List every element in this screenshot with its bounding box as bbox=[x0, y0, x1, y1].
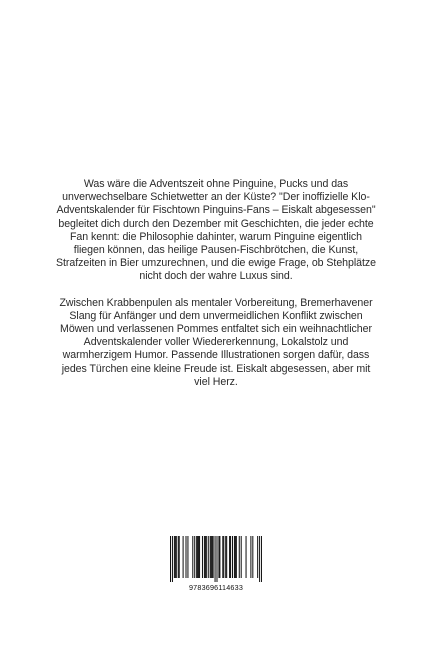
barcode-bar bbox=[218, 536, 219, 578]
barcode-bar bbox=[225, 536, 226, 578]
isbn-number: 9783696114633 bbox=[188, 583, 244, 592]
barcode-bar bbox=[208, 536, 209, 578]
barcode-bar bbox=[234, 536, 235, 578]
barcode-bar bbox=[192, 536, 193, 578]
barcode-bar bbox=[235, 536, 236, 578]
barcode-bar bbox=[222, 536, 223, 578]
barcode-bar bbox=[197, 536, 198, 578]
barcode-bar bbox=[212, 536, 213, 578]
barcode-bar bbox=[223, 536, 224, 578]
barcode-bar bbox=[194, 536, 195, 578]
barcode-bar bbox=[257, 536, 258, 578]
barcode-bar bbox=[183, 536, 184, 578]
barcode-bar bbox=[213, 536, 214, 578]
barcode-bar bbox=[259, 536, 260, 582]
barcode-bar bbox=[236, 536, 237, 578]
barcode-bar bbox=[176, 536, 177, 578]
barcode-bar bbox=[241, 536, 242, 578]
barcode-bar bbox=[206, 536, 207, 578]
barcode-bar bbox=[185, 536, 186, 578]
barcode-bar bbox=[230, 536, 231, 578]
barcode-bar bbox=[232, 536, 233, 578]
barcode-bar bbox=[196, 536, 197, 578]
barcode-bar bbox=[246, 536, 247, 578]
barcode-bar bbox=[252, 536, 253, 578]
barcode-bar bbox=[226, 536, 227, 578]
blurb-text bbox=[56, 178, 376, 402]
barcode-bar bbox=[219, 536, 220, 578]
barcode-bar bbox=[229, 536, 230, 578]
barcode-bar bbox=[205, 536, 206, 578]
barcode-bar bbox=[261, 536, 262, 582]
barcode-bar bbox=[198, 536, 199, 578]
blurb-paragraph-1: Was wäre die Adventszeit ohne Pinguine, Pucks und das unverwechselbare Schietwetter an der Küste? "Der inoffizielle Klo-Adventskalender für Fischtown Pinguins-Fans – Eiskalt abgesessen" begleitet dich durch den Dezember mit Geschichten, die jeder echte Fan kennt: die Philosophie dahinter, warum Pinguine eigentlich fliegen können, das heilige Pausen-Fischbrötchen, die Kunst, Strafzeiten in Bier umzurechnen, und die ewige Frage, ob Stehplätze nicht doch der wahre Luxus sind. bbox=[56, 178, 376, 283]
barcode-bar bbox=[175, 536, 176, 578]
barcode-bar bbox=[210, 536, 211, 578]
barcode-bar bbox=[187, 536, 188, 578]
barcode-bar bbox=[250, 536, 251, 578]
barcode-bar bbox=[178, 536, 179, 578]
barcode-bar bbox=[239, 536, 240, 578]
barcode-bar bbox=[204, 536, 205, 578]
barcode-bar bbox=[179, 536, 180, 578]
barcode-bar bbox=[174, 536, 175, 578]
barcode-bar bbox=[170, 536, 171, 582]
barcode-bar bbox=[211, 536, 212, 578]
barcode-bars bbox=[170, 536, 262, 582]
blurb-paragraph-2: Zwischen Krabbenpulen als mentaler Vorbereitung, Bremerhavener Slang für Anfänger und dem unvermeidlichen Konflikt zwischen Möwen und verlassenen Pommes entfaltet sich ein weihnachtlicher Adventskalender voller Wiedererkennung, Lokalstolz und warmherzigem Humor. Passende Illustrationen sorgen dafür, dass jedes Türchen eine kleine Freude ist. Eiskalt abgesessen, aber mit viel Herz. bbox=[59, 296, 373, 388]
barcode-bar bbox=[216, 536, 217, 582]
isbn-barcode bbox=[170, 536, 262, 592]
barcode-bar bbox=[199, 536, 200, 578]
barcode-bar bbox=[172, 536, 173, 582]
barcode-bar bbox=[215, 536, 216, 582]
barcode-bar bbox=[202, 536, 203, 578]
